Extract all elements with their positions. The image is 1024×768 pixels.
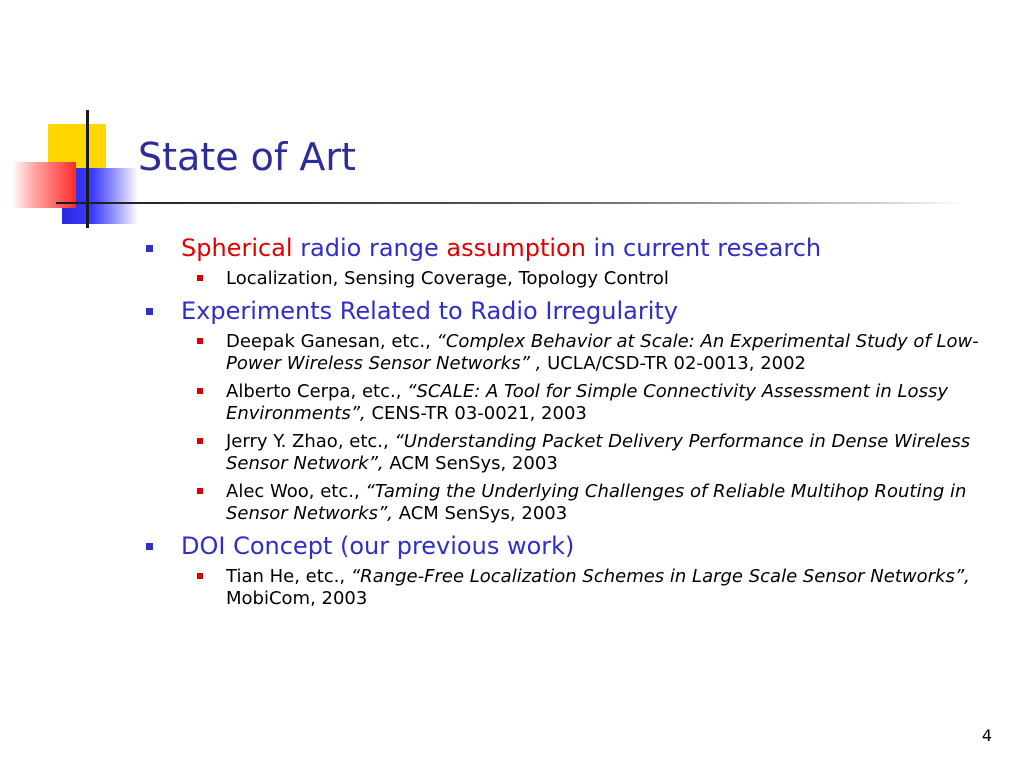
text-run: “SCALE: A Tool for Simple Connectivity Assessment in Lossy Environments”, <box>226 381 948 424</box>
bullet-item-level2 <box>0 381 1024 425</box>
text-run: Jerry Y. Zhao, etc., <box>226 431 395 452</box>
text-run: assumption <box>446 234 586 262</box>
bullet-item-level1 <box>0 296 1024 327</box>
text-run: “Understanding Packet Delivery Performance in Dense Wireless Sensor Network”, <box>226 431 971 474</box>
text-run: MobiCom, 2003 <box>226 588 368 609</box>
text-run: Spherical <box>181 234 293 262</box>
text-run: “Complex Behavior at Scale: An Experimental Study of Low-Power Wireless Sensor Networks” , <box>226 331 979 374</box>
text-run: Deepak Ganesan, etc., <box>226 331 437 352</box>
square-bullet-icon <box>197 275 203 281</box>
title-underline <box>56 202 966 204</box>
bullet-item-level1 <box>0 233 1024 264</box>
bullet-item-level2 <box>0 331 1024 375</box>
text-run: “Range-Free Localization Schemes in Large Scale Sensor Networks”, <box>350 566 970 587</box>
square-bullet-icon <box>146 543 153 550</box>
square-bullet-icon <box>197 438 203 444</box>
text-run: UCLA/CSD-TR 02-0013, 2002 <box>541 353 807 374</box>
text-run: Experiments Related to Radio Irregularity <box>181 297 678 325</box>
text-run: Alberto Cerpa, etc., <box>226 381 408 402</box>
bullet-item-level2 <box>0 268 1024 290</box>
text-run: in current research <box>585 234 822 262</box>
page-number: 4 <box>981 726 992 745</box>
text-run: DOI Concept (our previous work) <box>181 532 575 560</box>
square-bullet-icon <box>146 308 153 315</box>
square-bullet-icon <box>197 573 203 579</box>
text-run: radio range <box>292 234 447 262</box>
square-bullet-icon <box>197 388 203 394</box>
decorative-vertical-line <box>86 110 89 228</box>
text-run: “Taming the Underlying Challenges of Reliable Multihop Routing in Sensor Networks”, <box>226 481 967 524</box>
bullet-item-level2 <box>0 566 1024 610</box>
square-bullet-icon <box>197 338 203 344</box>
square-bullet-icon <box>197 488 203 494</box>
bullet-item-level2 <box>0 481 1024 525</box>
bullet-item-level2 <box>0 431 1024 475</box>
text-run: ACM SenSys, 2003 <box>393 503 568 524</box>
bullet-item-level1 <box>0 531 1024 562</box>
bullet-list <box>0 228 1024 616</box>
text-run: Alec Woo, etc., <box>226 481 366 502</box>
text-run: ACM SenSys, 2003 <box>383 453 558 474</box>
text-run: Localization, Sensing Coverage, Topology Control <box>226 268 669 289</box>
text-run: Tian He, etc., <box>226 566 351 587</box>
slide-title: State of Art <box>138 135 356 179</box>
text-run: CENS-TR 03-0021, 2003 <box>365 403 587 424</box>
square-bullet-icon <box>146 245 153 252</box>
